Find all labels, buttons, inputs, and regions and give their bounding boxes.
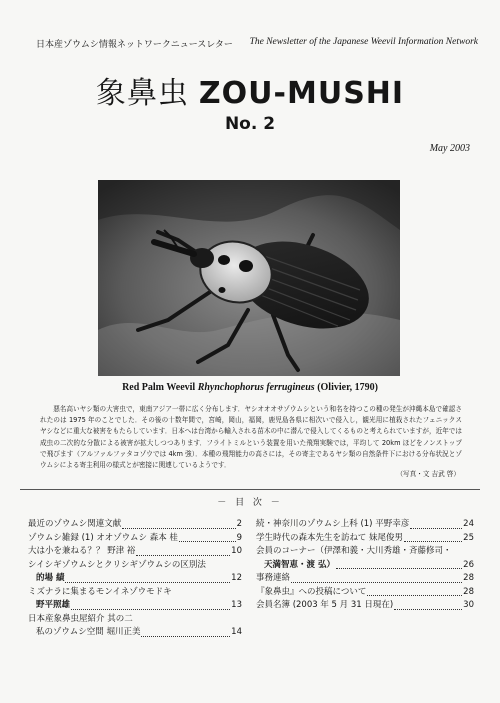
title-jp: 象鼻虫 [95, 76, 189, 111]
toc-entry-title: ゾウムシ雑録 (1) オオゾウムシ 森本 桂 [28, 532, 178, 543]
toc-entry[interactable] [28, 559, 242, 573]
toc-left-column [28, 518, 242, 640]
toc-entry-page: 10 [231, 546, 242, 556]
leader-dots [410, 528, 462, 529]
toc-entry-title: 大は小を兼ねる？？ 野津 裕 [28, 546, 136, 556]
toc-entry-page: 14 [231, 627, 242, 637]
photo-caption [0, 382, 500, 393]
photo-credit: （写真・文 吉武 啓） [396, 470, 460, 478]
toc-entry[interactable] [256, 518, 474, 532]
newsletter-tagline-jp: 日本産ゾウムシ情報ネットワークニュースレター [36, 40, 233, 50]
toc-entry[interactable] [28, 613, 242, 627]
toc-entry[interactable] [256, 532, 474, 546]
toc-entry[interactable] [28, 599, 242, 613]
leader-dots [179, 541, 236, 542]
leader-dots [394, 609, 462, 610]
newsletter-tagline-en: The Newsletter of the Japanese Weevil Information Network [249, 37, 478, 47]
divider [20, 489, 480, 490]
issue-number: No. 2 [224, 114, 276, 134]
intro-paragraph: 悪名高いヤシ類の大害虫で，東南アジア一帯に広く分布します．ヤシオオオサゾウムシという和名を持つこの種の発生が沖縄本島で確認されたのは 1975 年のことでした．その後の十数年間で，宮崎，岡山，福岡，鹿児島各県に相次いで侵入し，観光用に植栽されたフェニックスヤシなどに重大な被害をもたらしています．日本へは台湾から輸入される苗木の中に潜んで侵入してくるものと考えられていますが，近年では成虫の二次的な分散による被害が拡大しつつあります．フライトミルという装置を用いた飛翔実験では，平均して 20km ほどをノンストップで飛びます（アルファルファタコゾウでは 4km 強）．本種の飛翔能力の高さには，その寄主であるヤシ類の自然条件下における分布状況とゾウムシによる寄主利用の様式とが密接に関連しているようです． [40, 405, 462, 470]
toc-entry-page: 26 [463, 559, 474, 570]
toc-entry-page: 2 [236, 519, 242, 529]
toc-entry[interactable] [28, 626, 242, 640]
issue-date: May 2003 [429, 143, 470, 154]
toc-entry-title: 会員のコーナー（伊澤和義・大川秀雄・斉藤修司・ [256, 546, 452, 556]
toc-entry[interactable] [256, 586, 474, 600]
toc-entry-title: 『象鼻虫』への投稿について [256, 586, 367, 597]
caption-author: (Olivier, 1790) [314, 382, 378, 393]
toc-entry-page: 28 [463, 573, 474, 583]
toc-entry-title: 学生時代の森本先生を訪ねて 妹尾俊男 [256, 532, 403, 543]
toc-heading: － 目 次 － [217, 498, 283, 508]
toc-entry-page: 25 [463, 532, 474, 543]
leader-dots [122, 528, 235, 529]
toc-entry-author: 的場 績 [36, 573, 65, 583]
toc-right-column [256, 518, 474, 613]
toc-entry[interactable] [28, 518, 242, 532]
toc-entry-title: 会員名簿 (2003 年 5 月 31 日現在) [256, 600, 394, 610]
toc-entry[interactable] [256, 572, 474, 586]
cover-photo-weevil [98, 180, 400, 376]
toc-entry[interactable] [256, 599, 474, 613]
toc-entry-author: 天満智恵・渡 弘） [264, 559, 335, 570]
toc-entry[interactable] [256, 559, 474, 573]
leader-dots [367, 595, 462, 596]
toc-entry-title: 私のゾウムシ空間 堀川正美 [36, 627, 141, 637]
caption-species: Rhynchophorus ferrugineus [197, 382, 315, 393]
leader-dots [404, 541, 462, 542]
title-en: ZOU-MUSHI [198, 76, 405, 111]
masthead-title [0, 68, 500, 112]
toc-entry[interactable] [256, 545, 474, 559]
toc-entry[interactable] [28, 586, 242, 600]
toc-entry[interactable] [28, 532, 242, 546]
leader-dots [136, 555, 230, 556]
toc-entry-title: シイシギゾウムシとクリシギゾウムシの区別法 [28, 559, 206, 570]
toc-entry-title: 日本産象鼻虫屋紹介 其の二 [28, 613, 133, 624]
weevil-illustration [98, 180, 400, 376]
leader-dots [291, 582, 462, 583]
toc-entry-page: 12 [231, 573, 242, 583]
caption-common-name: Red Palm Weevil [122, 382, 198, 393]
toc-entry-page: 9 [236, 532, 242, 543]
toc-entry[interactable] [28, 545, 242, 559]
toc-entry-page: 24 [463, 519, 474, 529]
toc-entry-page: 30 [463, 600, 474, 610]
toc-entry-author: 野平照雄 [36, 600, 71, 610]
toc-entry-title: 続・神奈川のゾウムシ上科 (1) 平野幸彦 [256, 519, 410, 529]
toc-entry-page: 28 [463, 586, 474, 597]
toc-entry-title: 最近のゾウムシ関連文献 [28, 519, 122, 529]
toc-entry-title: ミズナラに集まるモンイネゾウモドキ [28, 586, 172, 597]
leader-dots [336, 568, 462, 569]
toc-entry-page: 13 [231, 600, 242, 610]
leader-dots [65, 582, 230, 583]
toc-entry[interactable] [28, 572, 242, 586]
toc-entry-title: 事務連絡 [256, 573, 291, 583]
leader-dots [71, 609, 230, 610]
leader-dots [141, 636, 230, 637]
